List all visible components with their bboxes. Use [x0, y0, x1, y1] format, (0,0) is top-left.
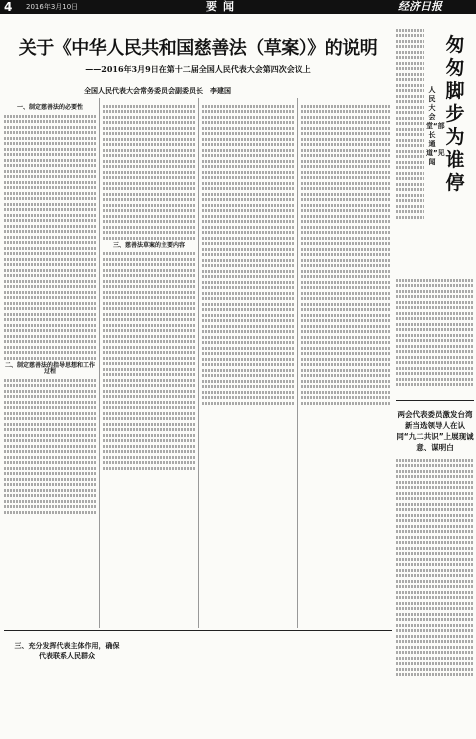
article-byline: 全国人民代表大会常务委员会副委员长 李建国: [84, 86, 231, 95]
section-heading: 三、慈善法草案的主要内容: [112, 241, 185, 249]
lower-article-block: [4, 630, 392, 737]
article-column-4: [301, 102, 391, 626]
issue-date: 2016年3月10日: [26, 3, 79, 11]
article-subhead: ——2016年3月9日在第十二届全国人民代表大会第四次会议上: [85, 64, 311, 74]
page-number: 4: [4, 0, 13, 14]
main-article: [4, 16, 392, 736]
sidebar-lower-headline: 两会代表委员激发台湾新当选领导人在认同“九二共识”上展现诚意、谋明白: [396, 400, 474, 453]
sidebar-lower-text: [396, 456, 474, 734]
sidebar-subtitle: 人民大会堂“部长通道”见闻: [426, 86, 445, 166]
article-column-1: [4, 102, 96, 626]
sidebar-title: 匆匆脚步为谁停: [445, 34, 465, 194]
masthead-bar: [0, 0, 476, 14]
paper-logo: 经济日报: [398, 0, 442, 13]
sidebar-column: [396, 16, 474, 736]
section-heading: 二、制定慈善法的指导思想和工作过程: [4, 361, 95, 375]
sidebar-body-text: [396, 276, 474, 396]
section-heading: 一、制定慈善法的必要性: [16, 104, 83, 111]
lower-section-heading: 三、充分发挥代表主体作用，确保代表联系人民群众: [14, 642, 120, 660]
article-column-3: [202, 102, 294, 626]
article-column-2: [103, 102, 195, 626]
article-headline: 关于《中华人民共和国慈善法（草案）》的说明: [18, 38, 378, 59]
section-title: 要闻: [206, 0, 240, 13]
